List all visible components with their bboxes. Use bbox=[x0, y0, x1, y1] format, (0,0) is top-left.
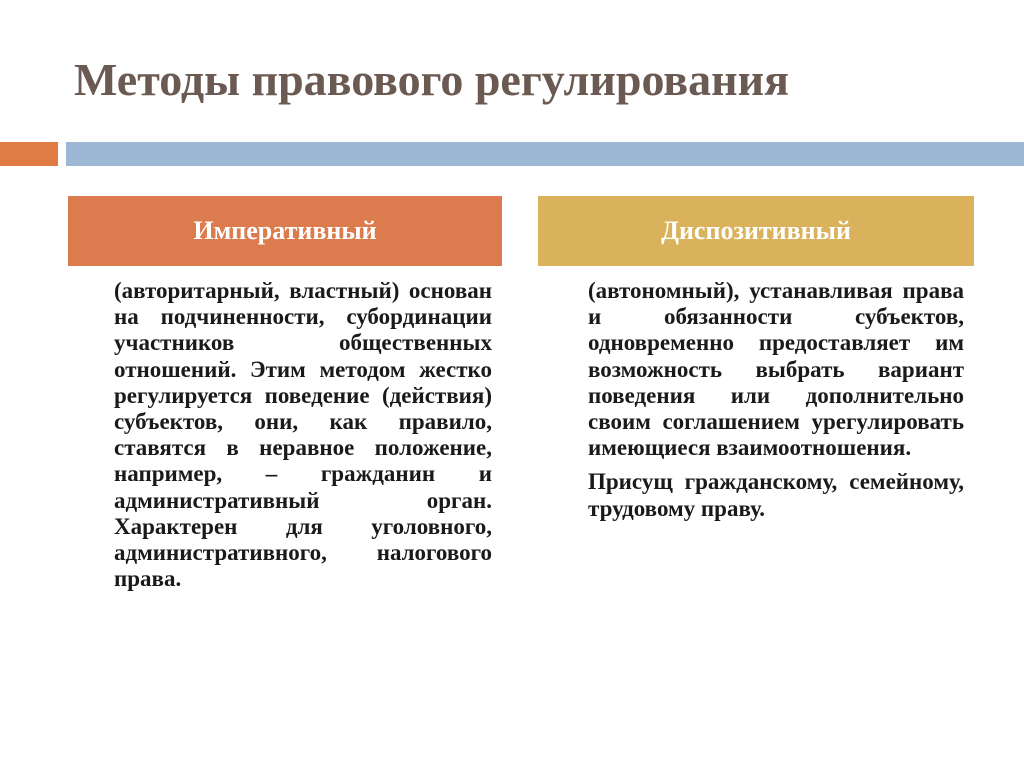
slide-title: Методы правового регулирования bbox=[74, 54, 790, 105]
imperative-header: Императивный bbox=[68, 196, 502, 266]
dispositive-description bbox=[588, 278, 964, 522]
dispositive-application-paragraph: Присущ гражданскому, семейному, трудовому праву. bbox=[588, 469, 964, 521]
imperative-description bbox=[114, 278, 492, 592]
accent-bar bbox=[0, 142, 58, 166]
title-rule-bar bbox=[66, 142, 1024, 166]
dispositive-paragraph: (автономный), устанавливая права и обязанности субъектов, одновременно предоставляет им возможность выбрать вариант поведения или дополнительно своим соглашением урегулировать имеющиеся взаимоотношения. bbox=[588, 278, 964, 461]
imperative-paragraph: (авторитарный, властный) основан на подчиненности, субординации участников общественных отношений. Этим методом жестко регулируется поведение (действия) субъектов, они, как правило, ставятся в неравное положение, например, – гражданин и административный орган. Характерен для уголовного, административного, налогового права. bbox=[114, 278, 492, 592]
dispositive-header: Диспозитивный bbox=[538, 196, 974, 266]
